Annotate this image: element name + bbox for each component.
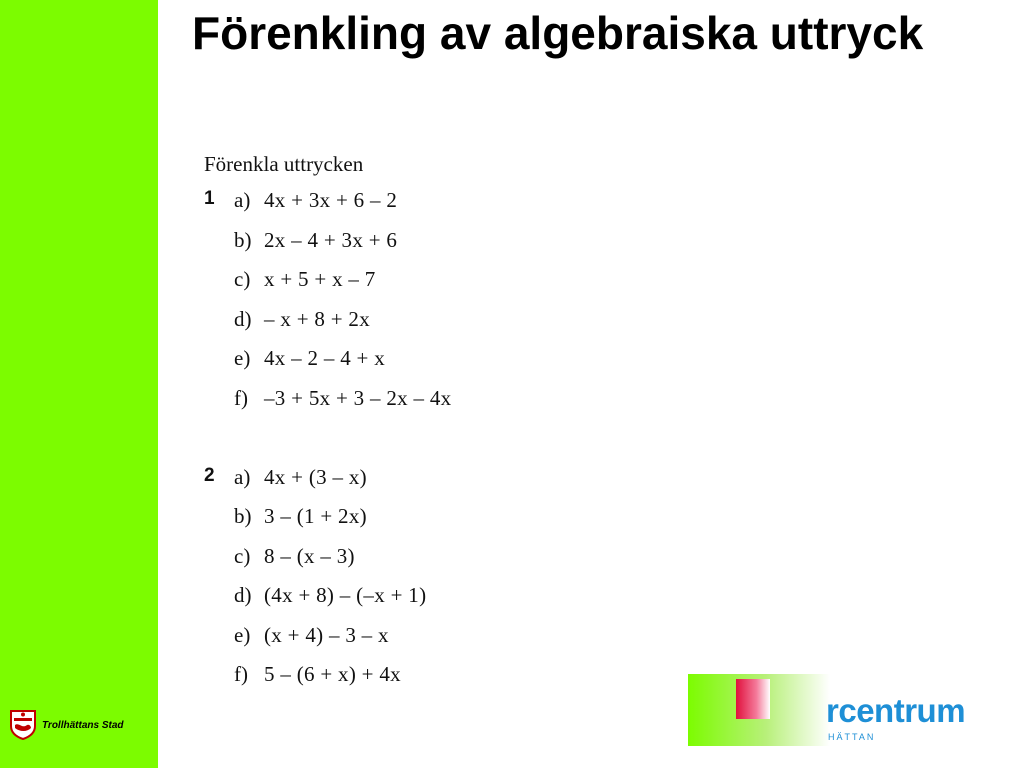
item-expression: – x + 8 + 2x: [264, 307, 371, 331]
exercise-item: [234, 346, 385, 371]
item-expression: (4x + 8) – (–x + 1): [264, 583, 427, 607]
exercise-item: [234, 386, 452, 411]
exercise-number: 1: [204, 188, 215, 209]
item-letter: e): [234, 346, 251, 370]
item-expression: 4x – 2 – 4 + x: [264, 346, 386, 370]
brand-word: rcentrum: [826, 692, 966, 729]
exercise-item: [234, 583, 426, 608]
item-expression: 4x + (3 – x): [264, 465, 367, 489]
item-expression: x + 5 + x – 7: [264, 267, 376, 291]
item-letter: b): [234, 504, 252, 528]
item-letter: a): [234, 465, 251, 489]
exercise-item: [234, 307, 370, 332]
exercise-item: [234, 465, 367, 490]
exercise-item: [234, 544, 355, 569]
item-letter: c): [234, 544, 251, 568]
exercise-item: [234, 662, 401, 687]
item-letter: a): [234, 188, 251, 212]
item-expression: 8 – (x – 3): [264, 544, 355, 568]
item-letter: e): [234, 623, 251, 647]
exercise-item: [234, 267, 376, 292]
brand-red-square: [736, 679, 770, 719]
item-letter: b): [234, 228, 252, 252]
instruction-text: Förenkla uttrycken: [204, 152, 364, 176]
exercise-number: 2: [204, 465, 215, 486]
brand-logo: [688, 674, 1024, 746]
item-expression: 2x – 4 + 3x + 6: [264, 228, 398, 252]
trollhattan-logo: [10, 710, 124, 740]
item-expression: 4x + 3x + 6 – 2: [264, 188, 398, 212]
item-letter: d): [234, 307, 252, 331]
item-expression: 3 – (1 + 2x): [264, 504, 367, 528]
item-expression: 5 – (6 + x) + 4x: [264, 662, 401, 686]
city-logo-text: Trollhättans Stad: [42, 719, 124, 731]
item-letter: f): [234, 662, 248, 686]
city-crest-icon: [10, 710, 36, 740]
item-expression: –3 + 5x + 3 – 2x – 4x: [264, 386, 452, 410]
brand-subtext: HÄTTAN: [828, 732, 876, 742]
exercise-item: [234, 188, 397, 213]
item-letter: c): [234, 267, 251, 291]
exercise-item: [234, 228, 397, 253]
item-letter: f): [234, 386, 248, 410]
green-sidebar: [0, 0, 158, 768]
item-expression: (x + 4) – 3 – x: [264, 623, 389, 647]
exercise-item: [234, 623, 389, 648]
slide-title: Förenkling av algebraiska uttryck: [192, 7, 924, 59]
item-letter: d): [234, 583, 252, 607]
exercise-item: [234, 504, 367, 529]
